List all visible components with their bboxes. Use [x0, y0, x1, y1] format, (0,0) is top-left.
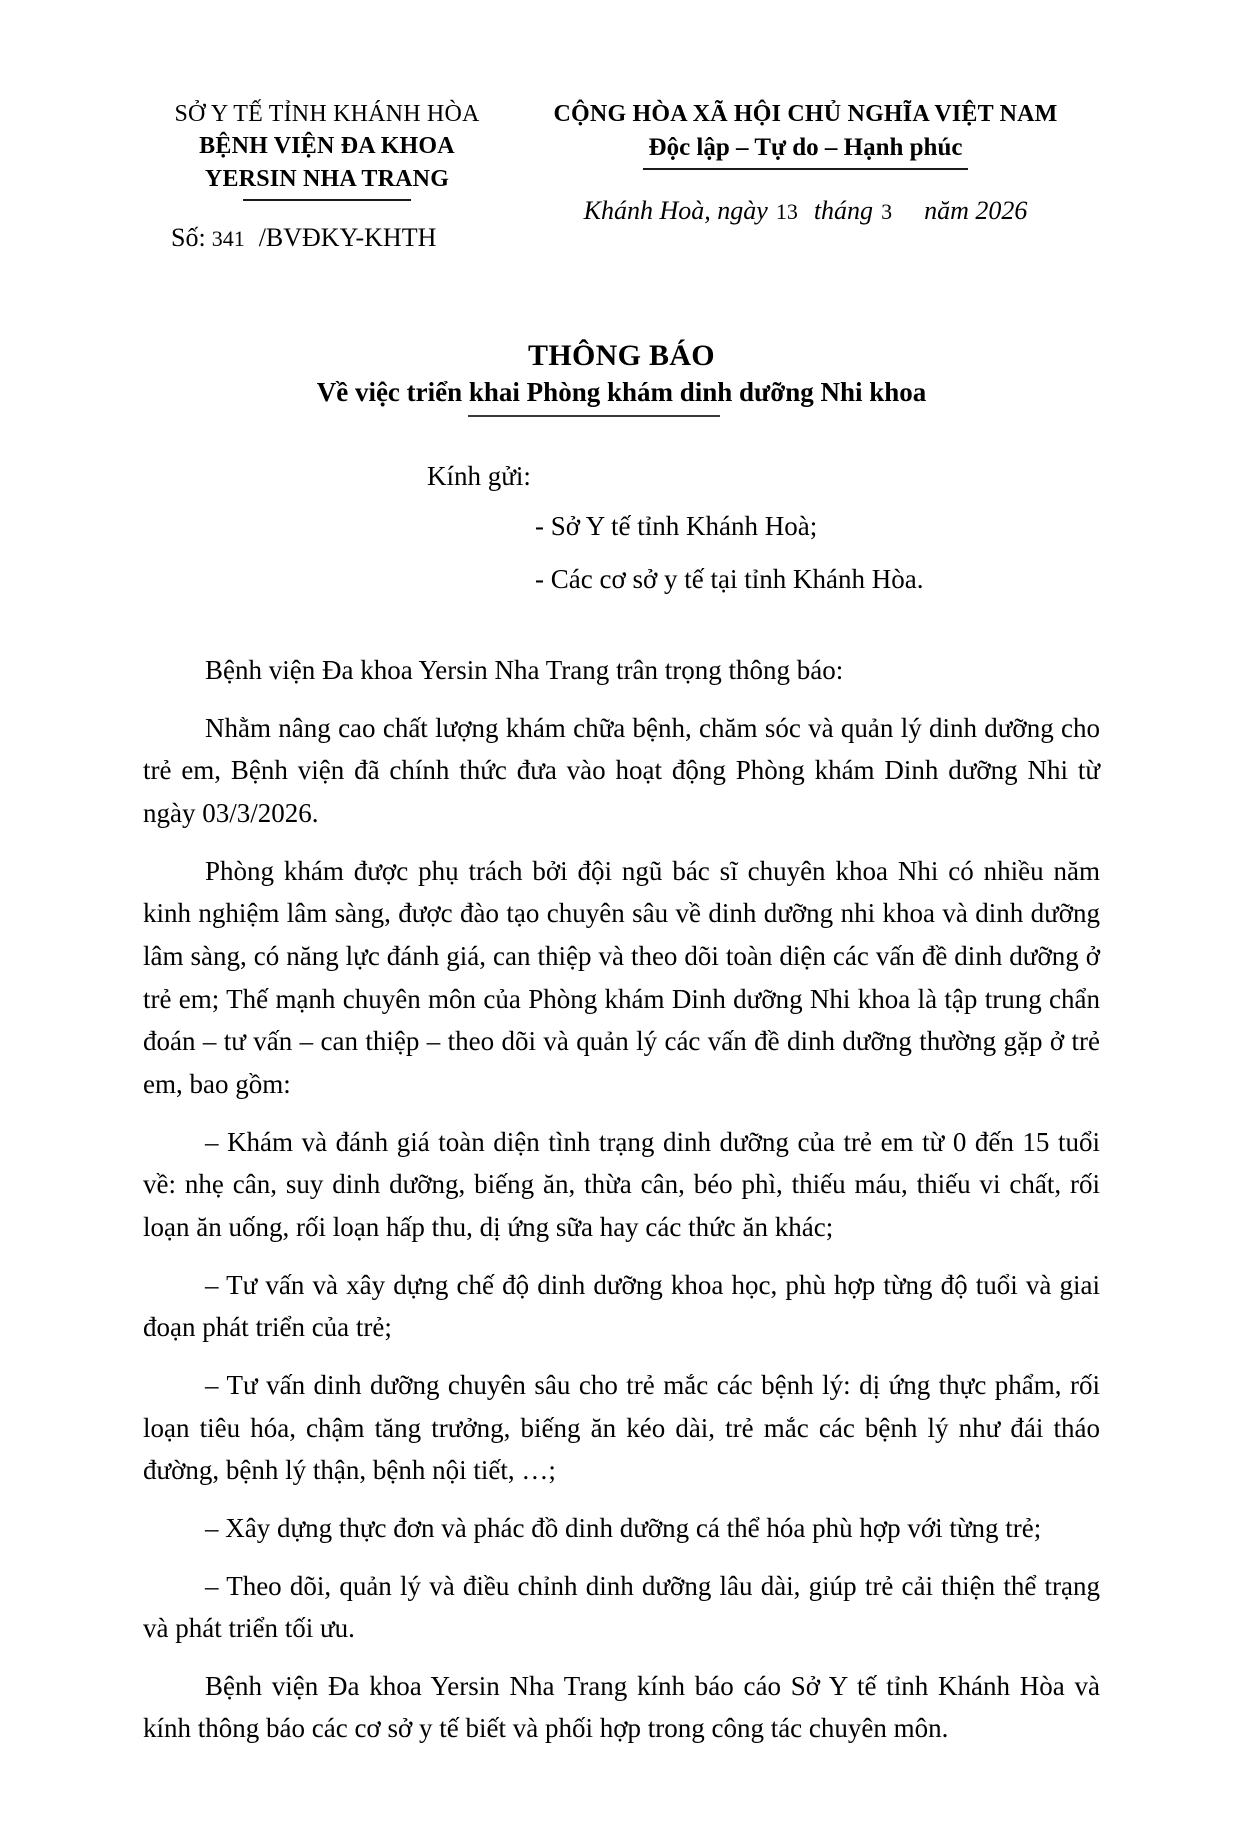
- date-year-label: năm 2026: [924, 195, 1028, 225]
- issuing-org-block: [143, 98, 511, 253]
- recipient-line: - Sở Y tế tỉnh Khánh Hoà;: [535, 511, 818, 542]
- org-name-line2: YERSIN NHA TRANG: [204, 165, 450, 192]
- date-prefix: Khánh Hoà, ngày: [583, 195, 768, 225]
- salutation-block: [143, 461, 1100, 597]
- document-number-line: [143, 223, 511, 253]
- document-header: [143, 98, 1100, 253]
- body-paragraph-bullet: – Xây dựng thực đơn và phác đồ dinh dưỡng cá thể hóa phù hợp với từng trẻ;: [205, 1512, 1042, 1543]
- date-month-value: 3: [881, 198, 893, 224]
- salutation-label: Kính gửi:: [427, 461, 531, 492]
- org-name-line1: BỆNH VIỆN ĐA KHOA: [199, 133, 455, 160]
- document-title: THÔNG BÁO: [528, 339, 715, 373]
- place-date-line: [511, 196, 1100, 226]
- parent-org-name: SỞ Y TẾ TỈNH KHÁNH HÒA: [174, 101, 480, 127]
- body-paragraph-bullet: – Tư vấn dinh dưỡng chuyên sâu cho trẻ mắc các bệnh lý: dị ứng thực phẩm, rối loạn tiêu hóa, chậm tăng trưởng, biếng ăn kéo dài, trẻ mắc các bệnh lý như đái tháo đường, bệnh lý thận, bệnh nội tiết, …;: [143, 1369, 1100, 1486]
- national-motto: Độc lập – Tự do – Hạnh phúc: [643, 132, 969, 170]
- body-paragraph-bullet: – Khám và đánh giá toàn diện tình trạng dinh dưỡng của trẻ em từ 0 đến 15 tuổi về: nhẹ cân, suy dinh dưỡng, biếng ăn, thừa cân, béo phì, thiếu máu, thiếu vi chất, rối loạn ăn uống, rối loạn hấp thu, dị ứng sữa hay các thức ăn khác;: [143, 1126, 1100, 1242]
- body-paragraph: Bệnh viện Đa khoa Yersin Nha Trang trân trọng thông báo:: [205, 655, 844, 686]
- recipient-line: - Các cơ sở y tế tại tỉnh Khánh Hòa.: [535, 563, 924, 594]
- national-header-block: [511, 98, 1100, 226]
- document-subtitle: Về việc triển khai Phòng khám dinh dưỡng Nhi khoa: [316, 377, 927, 408]
- subtitle-underline-rule: [468, 415, 720, 417]
- national-name: CỘNG HÒA XÃ HỘI CHỦ NGHĨA VIỆT NAM: [553, 101, 1058, 127]
- org-underline-rule: [243, 199, 411, 201]
- body-paragraph-bullet: – Theo dõi, quản lý và điều chỉnh dinh dưỡng lâu dài, giúp trẻ cải thiện thể trạng và phát triển tối ưu.: [143, 1570, 1100, 1644]
- date-month-label: tháng: [813, 195, 874, 225]
- document-number-value: 341: [211, 226, 245, 252]
- body-paragraph: Nhằm nâng cao chất lượng khám chữa bệnh, chăm sóc và quản lý dinh dưỡng cho trẻ em, Bệnh viện đã chính thức đưa vào hoạt động Phòng khám Dinh dưỡng Nhi từ ngày 03/3/2026.: [143, 712, 1100, 829]
- document-number-label: Số:: [171, 223, 206, 253]
- date-day-value: 13: [775, 198, 798, 224]
- body-paragraph-bullet: – Tư vấn và xây dựng chế độ dinh dưỡng khoa học, phù hợp từng độ tuổi và giai đoạn phát triển của trẻ;: [143, 1269, 1100, 1343]
- body-paragraph: Phòng khám được phụ trách bởi đội ngũ bác sĩ chuyên khoa Nhi có nhiều năm kinh nghiệm lâm sàng, được đào tạo chuyên sâu về dinh dưỡng nhi khoa và dinh dưỡng lâm sàng, có năng lực đánh giá, can thiệp và theo dõi toàn diện các vấn đề dinh dưỡng ở trẻ em; Thế mạnh chuyên môn của Phòng khám Dinh dưỡng Nhi khoa là tập trung chẩn đoán – tư vấn – can thiệp – theo dõi và quản lý các vấn đề dinh dưỡng thường gặp ở trẻ em, bao gồm:: [143, 855, 1100, 1099]
- body-paragraph: Bệnh viện Đa khoa Yersin Nha Trang kính báo cáo Sở Y tế tỉnh Khánh Hòa và kính thông báo các cơ sở y tế biết và phối hợp trong công tác chuyên môn.: [143, 1670, 1100, 1744]
- document-body: [143, 649, 1100, 1750]
- document-number-suffix: /BVĐKY-KHTH: [258, 223, 437, 253]
